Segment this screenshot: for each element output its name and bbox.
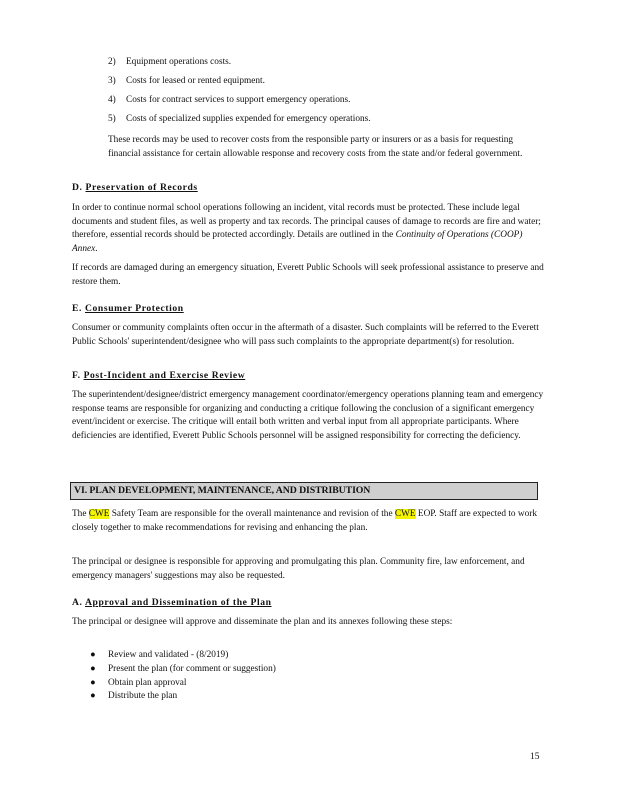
section-a-paragraph: The principal or designee will approve and disseminate the plan and its annexes following these steps:	[72, 617, 453, 627]
list-item	[108, 56, 548, 75]
list-number: 3)	[108, 76, 116, 86]
section-f-heading	[72, 370, 245, 381]
section-title: Consumer Protection	[85, 303, 184, 314]
records-paragraph: These records may be used to recover costs from the responsible party or insurers or as a basis for requesting financial assistance for certain allowable response and recovery costs from the state and/or federal government.	[108, 135, 523, 159]
section-title: Post-Incident and Exercise Review	[83, 370, 246, 381]
list-text: Equipment operations costs.	[126, 57, 232, 67]
bullet-icon: ●	[90, 677, 96, 688]
list-item	[108, 75, 548, 94]
page-number: 15	[530, 752, 540, 762]
text-run: .	[95, 243, 98, 254]
text-run: Safety Team are responsible for the overall maintenance and revision of the	[109, 509, 395, 519]
section-d-paragraph-1	[72, 202, 544, 256]
section-vi-paragraph-2: The principal or designee is responsible for approving and promulgating this plan. Community fire, law enforcement, and emergency managers' suggestions may also be requested.	[72, 557, 525, 581]
list-text: Costs of specialized supplies expended for emergency operations.	[126, 114, 371, 124]
section-letter: A.	[72, 597, 83, 608]
list-item	[108, 94, 548, 113]
section-letter: F.	[72, 370, 81, 381]
coop-annex-reference: Continuity of Operations (COOP) Annex	[72, 230, 523, 254]
list-number: 5)	[108, 114, 116, 124]
section-letter: D.	[72, 182, 83, 193]
list-text: Costs for leased or rented equipment.	[126, 76, 265, 86]
list-text: Costs for contract services to support emergency operations.	[126, 95, 351, 105]
list-item	[90, 677, 530, 691]
section-e-heading	[72, 303, 184, 314]
section-letter: E.	[72, 303, 82, 314]
bullet-text: Obtain plan approval	[108, 677, 187, 688]
section-d-paragraph-2: If records are damaged during an emergency situation, Everett Public Schools will seek professional assistance to preserve and restore them.	[72, 263, 544, 287]
list-item	[90, 649, 530, 663]
section-f-paragraph: The superintendent/designee/district emergency management coordinator/emergency operations planning team and emergency response teams are responsible for organizing and conducting a critique following the conclusion of a significant emergency event/incident or exercise. The critique will entail both written and verbal input from all appropriate participants. Where deficiencies are identified, Everett Public Schools personnel will be assigned responsibility for correcting the deficiency.	[72, 390, 544, 441]
text-run: EOP. Staff are expected to work closely together to make recommendations for revising and enhancing the plan.	[72, 509, 537, 533]
bullet-text: Review and validated - (8/2019)	[108, 650, 229, 660]
bullet-text: Distribute the plan	[108, 691, 178, 702]
text-run: In order to continue normal school operations following an incident, vital records must be protected. These include legal documents and student files, as well as property and tax records. The principal causes of damage to records are fire and water; therefore, essential records should be protected accordingly. Details are outlined in the	[72, 203, 541, 241]
list-number: 4)	[108, 95, 116, 105]
cwe-highlight: CWE	[88, 509, 110, 519]
bullet-icon: ●	[90, 691, 96, 702]
list-item	[108, 113, 548, 132]
text-run: The	[72, 509, 89, 519]
bullet-list	[90, 649, 530, 704]
numbered-list	[108, 56, 548, 132]
section-title: Approval and Dissemination of the Plan	[85, 597, 272, 608]
cwe-highlight: CWE	[394, 509, 416, 519]
section-e-paragraph: Consumer or community complaints often occur in the aftermath of a disaster. Such complaints will be referred to the Everett Public Schools' superintendent/designee who will pass such complaints to the appropriate department(s) for resolution.	[72, 323, 539, 347]
list-item	[90, 663, 530, 677]
section-a-heading	[72, 597, 272, 608]
section-title: Preservation of Records	[85, 182, 198, 193]
section-vi-paragraph-1	[72, 508, 544, 535]
list-number: 2)	[108, 57, 116, 67]
bullet-text: Present the plan (for comment or suggestion)	[108, 663, 276, 674]
section-d-heading	[72, 182, 198, 193]
list-item	[90, 690, 530, 704]
section-vi-header: VI. PLAN DEVELOPMENT, MAINTENANCE, AND DISTRIBUTION	[70, 482, 538, 500]
bullet-icon: ●	[90, 650, 96, 660]
bullet-icon: ●	[90, 663, 96, 674]
